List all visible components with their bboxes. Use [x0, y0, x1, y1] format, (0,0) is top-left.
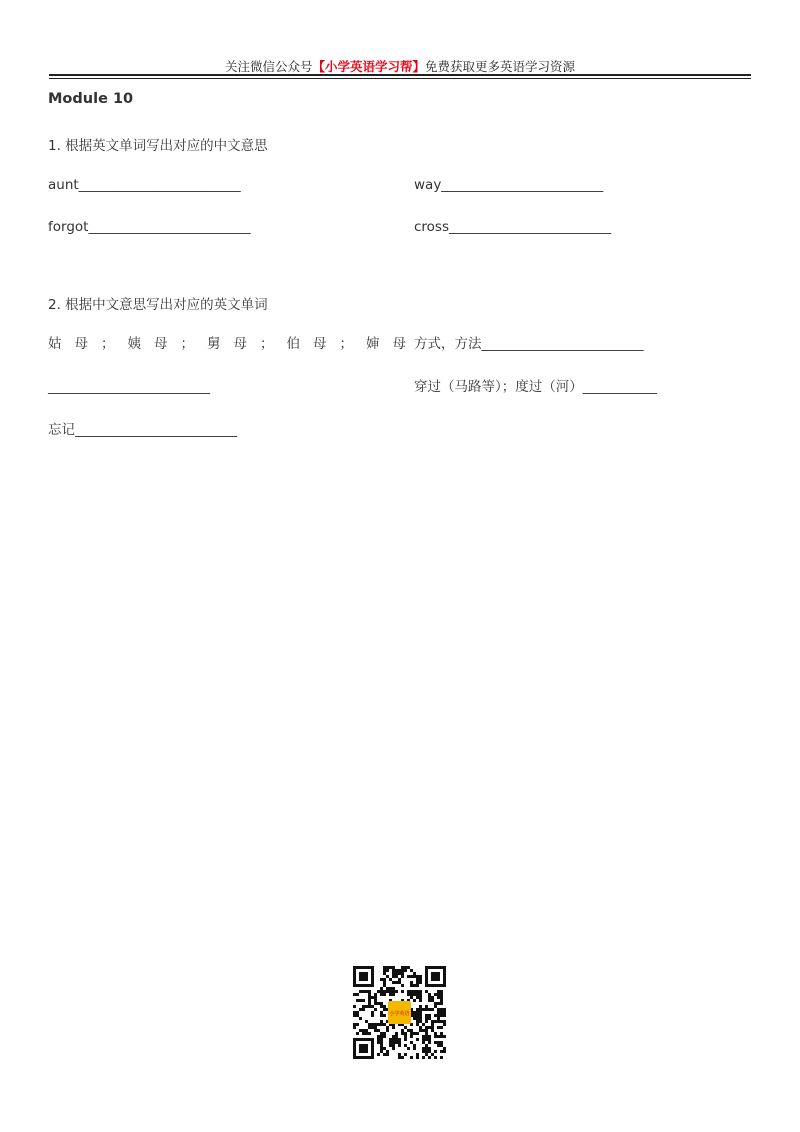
q1-item-forgot: forgot________________________: [48, 219, 251, 235]
question-2-title: 2. 根据中文意思写出对应的英文单词: [48, 297, 268, 313]
qr-code: [353, 966, 446, 1059]
q1-item-aunt: aunt________________________: [48, 177, 241, 193]
qr-logo-label: 小学英语: [389, 1011, 410, 1017]
header-divider-thick: [49, 74, 751, 76]
header-highlight: 【小学英语学习帮】: [312, 59, 425, 74]
module-title: Module 10: [48, 91, 134, 107]
header-divider-thin: [49, 78, 751, 79]
header-prefix: 关注微信公众号: [224, 59, 313, 74]
header-suffix: 免费获取更多英语学习资源: [425, 59, 576, 74]
q1-item-way: way________________________: [414, 177, 604, 193]
q2-item-forgot-cn: 忘记________________________: [48, 422, 237, 438]
q2-item-way-cn: 方式，方法________________________: [414, 336, 644, 352]
qr-code-graphic: [353, 966, 446, 1059]
question-1-title: 1. 根据英文单词写出对应的中文意思: [48, 138, 268, 154]
q2-item-aunt-cn: 姑母；姨母；舅母；伯母；婶母: [48, 336, 419, 352]
page-header: [0, 57, 800, 75]
q2-item-cross-cn: 穿过（马路等）；度过（河）___________: [414, 379, 657, 395]
q1-item-cross: cross________________________: [414, 219, 612, 235]
q2-item-answer-line: ________________________: [48, 379, 210, 395]
